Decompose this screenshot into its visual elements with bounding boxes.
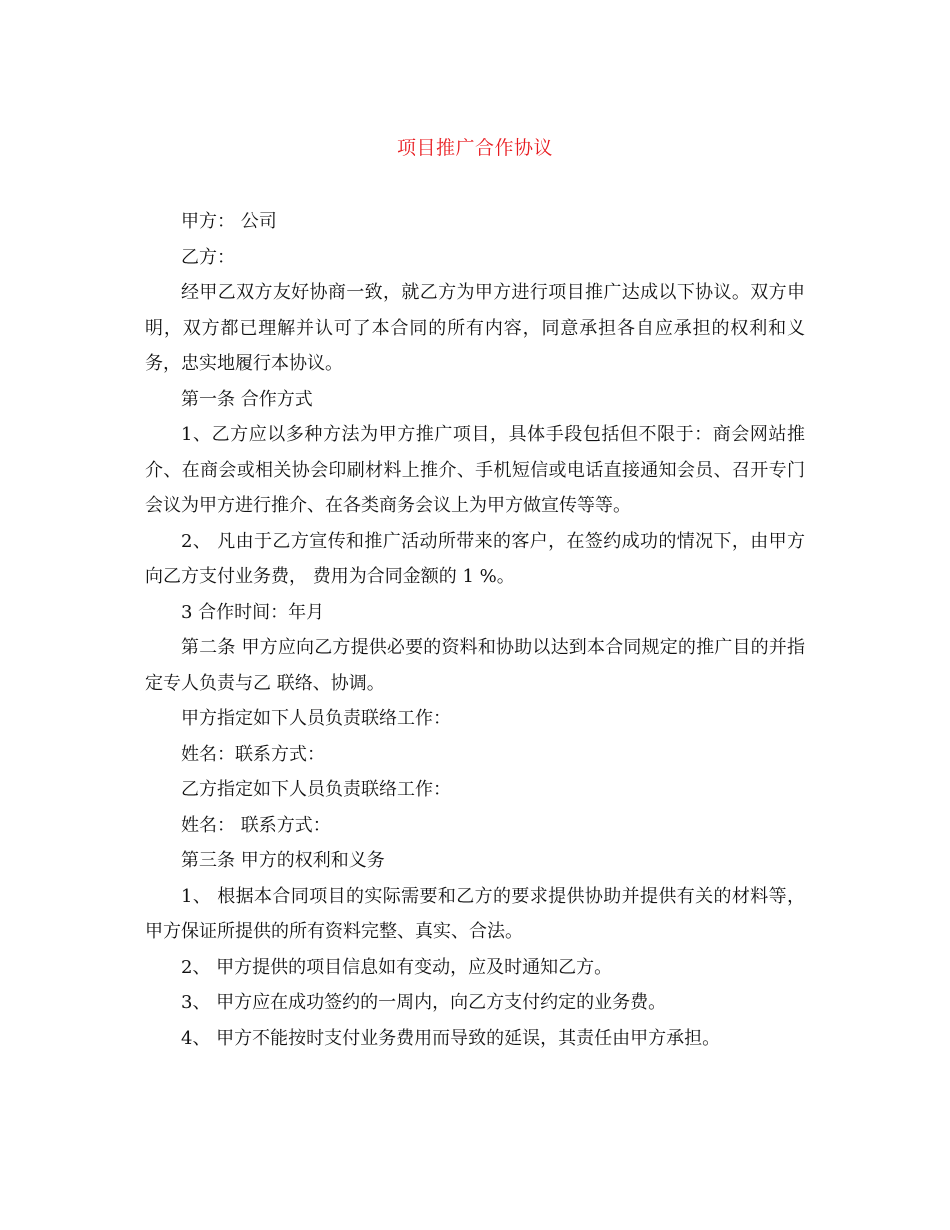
party-a-contact-fields: 姓名：联系方式： [181,743,325,765]
article-3-clause-2: 2、 甲方提供的项目信息如有变动，应及时通知乙方。 [181,956,613,978]
document-title: 项目推广合作协议 [396,137,553,159]
document-body [145,204,805,1056]
article-1-heading: 第一条 合作方式 [181,388,313,410]
party-b-line: 乙方： [181,246,235,268]
party-a-contact-intro: 甲方指定如下人员负责联络工作： [181,708,451,729]
preamble-paragraph: 经甲乙双方友好协商一致，就乙方为甲方进行项目推广达成以下协议。双方申明，双方都已理解并认可了本合同的所有内容，同意承担各自应承担的权利和义务，忠实地履行本协议。 [145,282,805,374]
party-a-line: 甲方： 公司 [181,211,277,232]
article-1-clause-3: 3 合作时间：年月 [181,601,325,623]
article-1-clause-2: 2、 凡由于乙方宣传和推广活动所带来的客户，在签约成功的情况下，由甲方向乙方支付业务费， 费用为合同金额的 1 %。 [145,530,805,587]
party-b-contact-intro: 乙方指定如下人员负责联络工作： [181,779,451,800]
article-3-clause-4: 4、 甲方不能按时支付业务费用而导致的延误，其责任由甲方承担。 [181,1027,721,1049]
party-b-contact-fields: 姓名： 联系方式： [181,814,331,836]
article-3-clause-3: 3、 甲方应在成功签约的一周内，向乙方支付约定的业务费。 [181,992,667,1013]
article-3-clause-1: 1、 根据本合同项目的实际需要和乙方的要求提供协助并提供有关的材料等，甲方保证所提供的所有资料完整、真实、合法。 [145,885,805,942]
article-1-clause-1: 1、乙方应以多种方法为甲方推广项目，具体手段包括但不限于：商会网站推介、在商会或相关协会印刷材料上推介、手机短信或电话直接通知会员、召开专门会议为甲方进行推介、在各类商务会议上为甲方做宣传等等。 [145,424,805,516]
article-2-paragraph: 第二条 甲方应向乙方提供必要的资料和协助以达到本合同规定的推广目的并指定专人负责与乙 联络、协调。 [145,637,805,694]
article-3-heading: 第三条 甲方的权利和义务 [181,850,385,871]
